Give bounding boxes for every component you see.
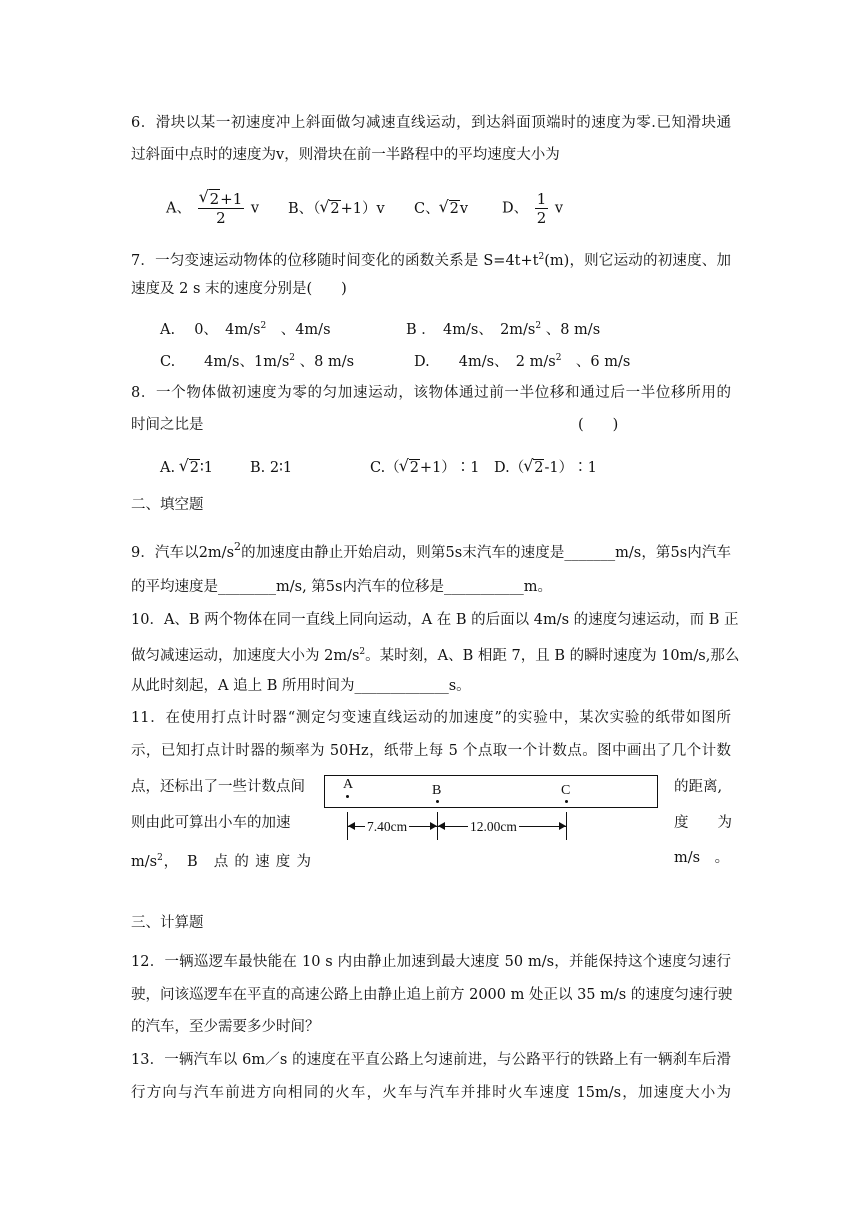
section-3-heading: 三、计算题 (131, 915, 204, 931)
q11-line-3-left: 点，还标出了一些计数点间 (131, 779, 305, 795)
q12-line-3: 的汽车，至少需要多少时间？ (131, 1019, 320, 1035)
q11-line-1: 11．在使用打点计时器“测定匀变速直线运动的加速度”的实验中，某次实验的纸带如图所 (131, 710, 731, 726)
q6-option-c: C、√ 2v (414, 199, 468, 219)
q8-line-1: 8．一个物体做初速度为零的匀加速运动，该物体通过前一半位移和通过后一半位移所用的 (131, 385, 731, 401)
q6-line-1: 6．滑块以某一初速度冲上斜面做匀减速直线运动，到达斜面顶端时的速度为零.已知滑块通 (131, 115, 731, 131)
q11-line-5-right: m/s 。 (674, 850, 730, 866)
q8-option-d: D.（√ 2-1）∶1 (494, 458, 597, 478)
q6-option-d: D、 $\frac{1}{2}$ v (502, 190, 564, 227)
q6-option-a: A、 √ $\frac{2+1}{2}$ v (166, 190, 259, 227)
q10-line-2: 做匀减速运动，加速度大小为 $2m/s^2$。某时刻，A、B 相距 7，且 B 的瞬时速度为 10m/s,那么 (131, 647, 740, 664)
q11-line-3-right: 的距离, (674, 779, 723, 795)
q9-line-2: 的平均速度是________m/s, 第5s内汽车的位移是___________m。 (131, 579, 552, 595)
q8-option-a: A. √ 2∶1 (160, 458, 213, 478)
q10-line-1: 10．A、B 两个物体在同一直线上同向运动，A 在 B 的后面以 4m/s 的速度匀速运动，而 B 正 (131, 612, 739, 628)
tape-dot-b (436, 800, 439, 803)
q7-option-b: B ． 4m/s、 $2m/s^2$ 、8 m/s (406, 321, 601, 338)
q8-option-b: B. 2∶1 (250, 460, 293, 476)
q12-line-1: 12．一辆巡逻车最快能在 10 s 内由静止加速到最大速度 50 m/s，并能保持这个速度匀速行 (131, 954, 731, 970)
tape-dot-a (346, 795, 349, 798)
q11-line-4-right: 度 为 (674, 815, 732, 831)
tape-label-b: B (432, 783, 442, 798)
q13-line-1: 13．一辆汽车以 6m／s 的速度在平直公路上匀速前进，与公路平行的铁路上有一辆刹车后滑 (131, 1052, 731, 1068)
q6-option-a-label: A、 (166, 200, 191, 217)
tape-marker-c (566, 812, 567, 840)
q11-line-2: 示，已知打点计时器的频率为 50Hz，纸带上每 5 个点取一个计数点。图中画出了几个计数 (131, 743, 731, 759)
q6-option-a-fraction: √ $\frac{2+1}{2}$ (198, 190, 245, 227)
q8-answer-paren: ( ) (578, 417, 619, 433)
q13-line-2: 行方向与汽车前进方向相同的火车，火车与汽车并排时火车速度 15m/s，加速度大小为 (131, 1085, 731, 1101)
tape-label-c: C (561, 783, 571, 798)
q8-option-c: C.（√ 2+1）∶1 (370, 458, 480, 478)
q7-line-2: 速度及 2 s 末的速度分别是( ) (131, 281, 347, 297)
section-2-heading: 二、填空题 (131, 497, 204, 513)
q6-line-2: 过斜面中点时的速度为v，则滑块在前一半路程中的平均速度大小为 (131, 147, 560, 163)
arrowhead-icon (559, 822, 566, 830)
tape-label-a: A (343, 777, 354, 792)
arrowhead-icon (438, 822, 445, 830)
tape-distance-bc: 12.00cm (470, 819, 517, 834)
q7-option-a: A. 0、 $4m/s^2$ 、4m/s (160, 321, 331, 338)
q7-option-c: C. 4m/s、$1m/s^2$ 、8 m/s (160, 353, 355, 370)
arrowhead-icon (348, 822, 355, 830)
q7-option-d: D. 4m/s、 2 $m/s^2$ 、6 m/s (414, 353, 631, 370)
q6-option-b: B、（√ 2+1）v (288, 199, 385, 219)
q11-line-4-left: 则由此可算出小车的加速 (131, 815, 291, 831)
q7-line-1: 7．一匀变速运动物体的位移随时间变化的函数关系是 $S=4t+t^2(m)$，则它运动的初速度、加 (131, 252, 731, 269)
tape-distance-ab: 7.40cm (367, 819, 408, 834)
q8-line-2: 时间之比是 (131, 417, 204, 433)
q11-line-5-left: $m/s^2$， B 点 的 速 度 为 (131, 853, 311, 870)
arrowhead-icon (430, 822, 437, 830)
q9-line-1: 9．汽车以$2m/s^2$的加速度由静止开始启动，则第5s末汽车的速度是_______m/s，第5s内汽车 (131, 540, 731, 561)
q12-line-2: 驶，问该巡逻车在平直的高速公路上由静止追上前方 2000 m 处正以 35 m/s 的速度匀速行驶 (131, 987, 733, 1003)
paper-tape-diagram (324, 775, 658, 808)
tape-dot-c (565, 800, 568, 803)
q10-line-3: 从此时刻起，A 追上 B 所用时间为_____________s。 (131, 678, 471, 694)
